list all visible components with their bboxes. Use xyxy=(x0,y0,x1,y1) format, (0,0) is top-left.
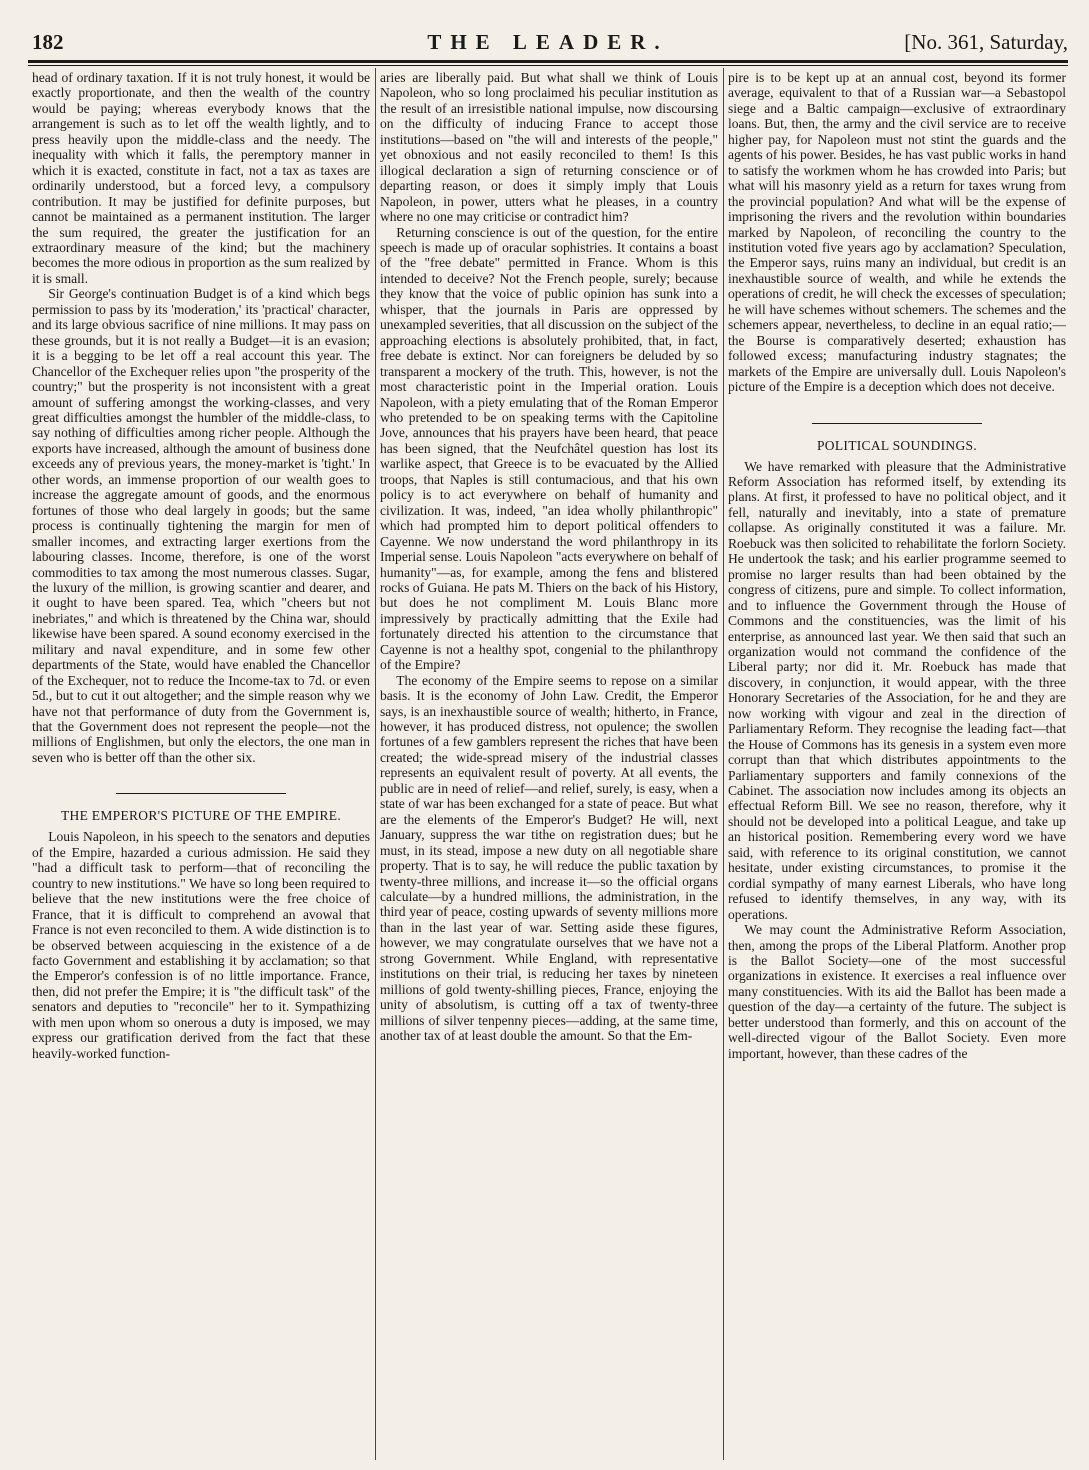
paragraph: Returning conscience is out of the question, for the entire speech is made up of oracular sophistries. It contains a boast of the "free debate" permitted in France. Whom is this intended to deceive? Not the French people, surely; because they know that the voice of public opinion has sunk into a whisper, that the journals in Paris are oppressed by unexampled severities, that all discussion on the subject of the approaching elections is absolutely prohibited, that, in fact, free debate is extinct. Nor can foreigners be deluded by so transparent a mockery of the truth. This, however, is not the most characteristic point in the Imperial oration. Louis Napoleon, with a piety emulating that of the Roman Emperor who pretended to be on speaking terms with the Capitoline Jove, announces that his prayers have been heard, that peace has been signed, that the Neufchâtel question has lost its warlike aspect, that Greece is to be evacuated by the Allied troops, that Naples is still contumacious, and that his own policy is to act everywhere on behalf of humanity and civilization. It was, indeed, "an idea wholly philanthropic" which had prompted him to deport political offenders to Cayenne. We now understand the word philanthropy in its Imperial sense. Louis Napoleon "acts everywhere on behalf of humanity"—as, for example, among the fens and blistered rocks of Guiana. He pats M. Thiers on the back of his History, but does he not compliment M. Louis Blanc more impressively by practically admitting that the Exile had fortunately directed his attention to the circumstance that Cayenne is not a healthy spot, congenial to the philanthropy of the Empire? xyxy=(380,224,718,673)
article-heading: THE EMPEROR'S PICTURE OF THE EMPIRE. xyxy=(60,808,341,824)
paragraph: Louis Napoleon, in his speech to the senators and deputies of the Empire, hazarded a curious admission. He said they "had a difficult task to perform—that of reconciling the country to new institutions." We have so long been required to believe that the new institutions were the free choice of France, that it is difficult to comprehend an avowal that France is not even reconciled to them. A wide distinction is to be observed between acquiescing in the existence of a de facto Government and establishing it by acclamation; so that the Emperor's confession is of no little importance. France, then, did not prefer the Empire; it is "the difficult task" of the senators and deputies to "reconcile" her to it. Sympathizing with men upon whom so onerous a duty is imposed, we may express our gratification derived from the fact that these heavily-worked function- xyxy=(32,829,370,1061)
page-number: 182 xyxy=(32,30,64,54)
issue-label: [No. 361, Saturday, xyxy=(904,30,1068,54)
section-rule xyxy=(812,423,982,424)
masthead-rule-thin xyxy=(28,65,1068,66)
column-3 xyxy=(728,70,1066,1460)
column-divider xyxy=(375,68,376,1460)
newspaper-title: THE LEADER. xyxy=(427,30,669,54)
paragraph: Sir George's continuation Budget is of a kind which begs permission to pass by its 'moderation,' its 'practical' character, and its large obvious sacrifice of nine millions. It may pass on these grounds, but it is not really a Budget—it is an evasion; it is a begging to be let off a real account this year. The Chancellor of the Exchequer relies upon "the prosperity of the country;" but the prosperity is not inconsistent with a great amount of suffering amongst the working-classes, and very great difficulties amongst the humbler of the middle-class, to say nothing of difficulties among richer people. Although the exports have increased, although the amount of business done exceeds any of previous years, the money-market is 'tight.' In other words, an immense proportion of our wealth goes to increase the aggregate amount of goods, and the enormous fortunes of those who deal largely in goods; but the same process is continually tightening the margin for men of smaller incomes, and extracting larger exertions from the labouring classes. Income, therefore, is one of the worst commodities to tax among the most numerous classes. Sugar, the luxury of the million, is growing scantier and dearer, and it ought to have been spared. Tea, which "cheers but not inebriates," and which is threatened by the China war, should likewise have been spared. A sound economy exercised in the military and naval expenditure, and in some few other departments of the State, would have enabled the Chancellor of the Exchequer, not to reduce the Income-tax to 7d. or even 5d., but to cut it out altogether; and the simple reason why we have not that performance of duty from the Government is, that the Government does not represent the people—not the millions of Englishmen, but only the electors, the one man in seven who is better off than the other six. xyxy=(32,286,370,765)
masthead xyxy=(28,30,1068,58)
paragraph: aries are liberally paid. But what shall we think of Louis Napoleon, who so long proclaimed his peculiar institution as the result of an irresistible national impulse, now discoursing on the difficulty of inducing France to accept those institutions—based on "the will and interests of the people," yet obnoxious and not easily reconciled to them! Is this illogical declaration a sign of returning conscience or of departing reason, or does it simply imply that Louis Napoleon, in power, utters what he pleases, in a country where no one may criticise or contradict him? xyxy=(380,70,718,225)
section-rule xyxy=(116,793,286,794)
paragraph: head of ordinary taxation. If it is not truly honest, it would be exactly proportionate, and then the wealth of the country would be paying; whereas everybody knows that the arrangement is such as to let off the wealth lightly, and to press heavily upon the middle-class and the needy. The inequality with which it falls, the peremptory manner in which it is exacted, constitute in fact, not a tax as taxes are ordinarily understood, but a forced levy, a compulsory contribution. It may be justified for definite purposes, but cannot be maintained as a permanent institution. The larger the sum required, the greater the justification for an extraordinary measure of the kind; but the machinery becomes the more odious in proportion as the sum realized by it is small. xyxy=(32,70,370,286)
column-divider xyxy=(723,68,724,1460)
paragraph: pire is to be kept up at an annual cost, beyond its former average, equivalent to that of a Russian war—a Sebastopol siege and a Baltic campaign—exclusive of extraordinary loans. But, then, the army and the civil service are to receive higher pay, for Napoleon must not stint the guards and the agents of his power. Besides, he has vast public works in hand to satisfy the workmen whom he has crowded into Paris; but what will his masonry yield as a return for taxes wrung from the provincial population? And what will be the expense of imprisoning the rivers and the revolution within boundaries marked by Napoleon, of reconciling the country to the institution voted five years ago by acclamation? Speculation, the Emperor says, ruins many an individual, but credit is an inexhaustible source of wealth, and while he extends the operations of credit, he will check the excesses of speculation; he will have schemes without schemers. The schemes and the schemers appear, nevertheless, to decline in an equal ratio;—the Bourse is comparatively deserted; exhaustion has followed excess; manufacturing industry stagnates; the markets of the Empire are universally dull. Louis Napoleon's picture of the Empire is a deception which does not deceive. xyxy=(728,70,1066,395)
paragraph: We have remarked with pleasure that the Administrative Reform Association has reformed itself, by extending its plans. At first, it professed to have no political object, and it fell, naturally and inevitably, into a state of premature collapse. As originally constituted it was a failure. Mr. Roebuck was then solicited to rehabilitate the forlorn Society. He undertook the task; and his earlier programme seemed to promise no larger results than had been obtained by the congress of citizens, pure and simple. To collect information, and to influence the Government through the House of Commons and the constituencies, was the limit of his enterprise, as announced last year. We then said that such an organization would not command the confidence of the Liberal party; nor did it. Mr. Roebuck has made that discovery, in conjunction, it would appear, with the three Honorary Secretaries of the Association, for he and they are now working with vigour and zeal in the direction of Parliamentary Reform. They recognise the leading fact—that the House of Commons has its genesis in a system even more corrupt than that which distributes appointments to the Parliamentary supporters and family connexions of the Cabinet. The association now includes among its objects an effectual Reform Bill. We see no reason, therefore, why it should not be developed into a political League, and take up an historical position. Remembering every word we have said, with reference to its original constitution, we cannot hesitate, under existing circumstances, to promise it the cordial sympathy of many earnest Liberals, who have long refused to identify themselves, in any way, with its operations. xyxy=(728,458,1066,922)
masthead-rule xyxy=(28,60,1068,63)
article-heading: POLITICAL SOUNDINGS. xyxy=(817,437,977,453)
paragraph: We may count the Administrative Reform Association, then, among the props of the Liberal Platform. Another prop is the Ballot Society—one of the most successful organizations in existence. It exercises a real influence over many constituencies. With its aid the Ballot has been made a question of the day—a certainty of the future. The subject is better understood than formerly, and this on account of the well-directed vigour of the Ballot Society. Even more important, however, than these cadres of the xyxy=(728,922,1066,1061)
column-1 xyxy=(32,70,370,1460)
column-2 xyxy=(380,70,718,1460)
paragraph: The economy of the Empire seems to repose on a similar basis. It is the economy of John Law. Credit, the Emperor says, is an inexhaustible source of wealth; hitherto, in France, however, it has produced distress, not opulence; the swollen fortunes of a few gamblers represent the riches that have been created; the wide-spread misery of the industrial classes represents an equivalent result of poverty. At all events, the public are in need of relief—and relief, surely, is easy, when a state of war has been exchanged for a state of peace. But what are the elements of the Emperor's Budget? He will, next January, suppress the war tithe on registration dues; but he must, in its stead, impose a new duty on all negotiable share property. That is to say, he will reduce the public taxation by twenty-three millions, and increase it—so the official organs calculate—by a hundred millions, the administration, in the third year of peace, costing upwards of seventy millions more than in the last year of war. Setting aside these figures, however, we may congratulate ourselves that we have not a strong Government. While England, with representative institutions on their trial, is reducing her taxes by nineteen millions of gold twenty-shilling pieces, France, enjoying the unity of absolutism, is cutting off a tax of twenty-three millions of silver tenpenny pieces—adding, at the same time, another tax of at least double the amount. So that the Em- xyxy=(380,672,718,1044)
